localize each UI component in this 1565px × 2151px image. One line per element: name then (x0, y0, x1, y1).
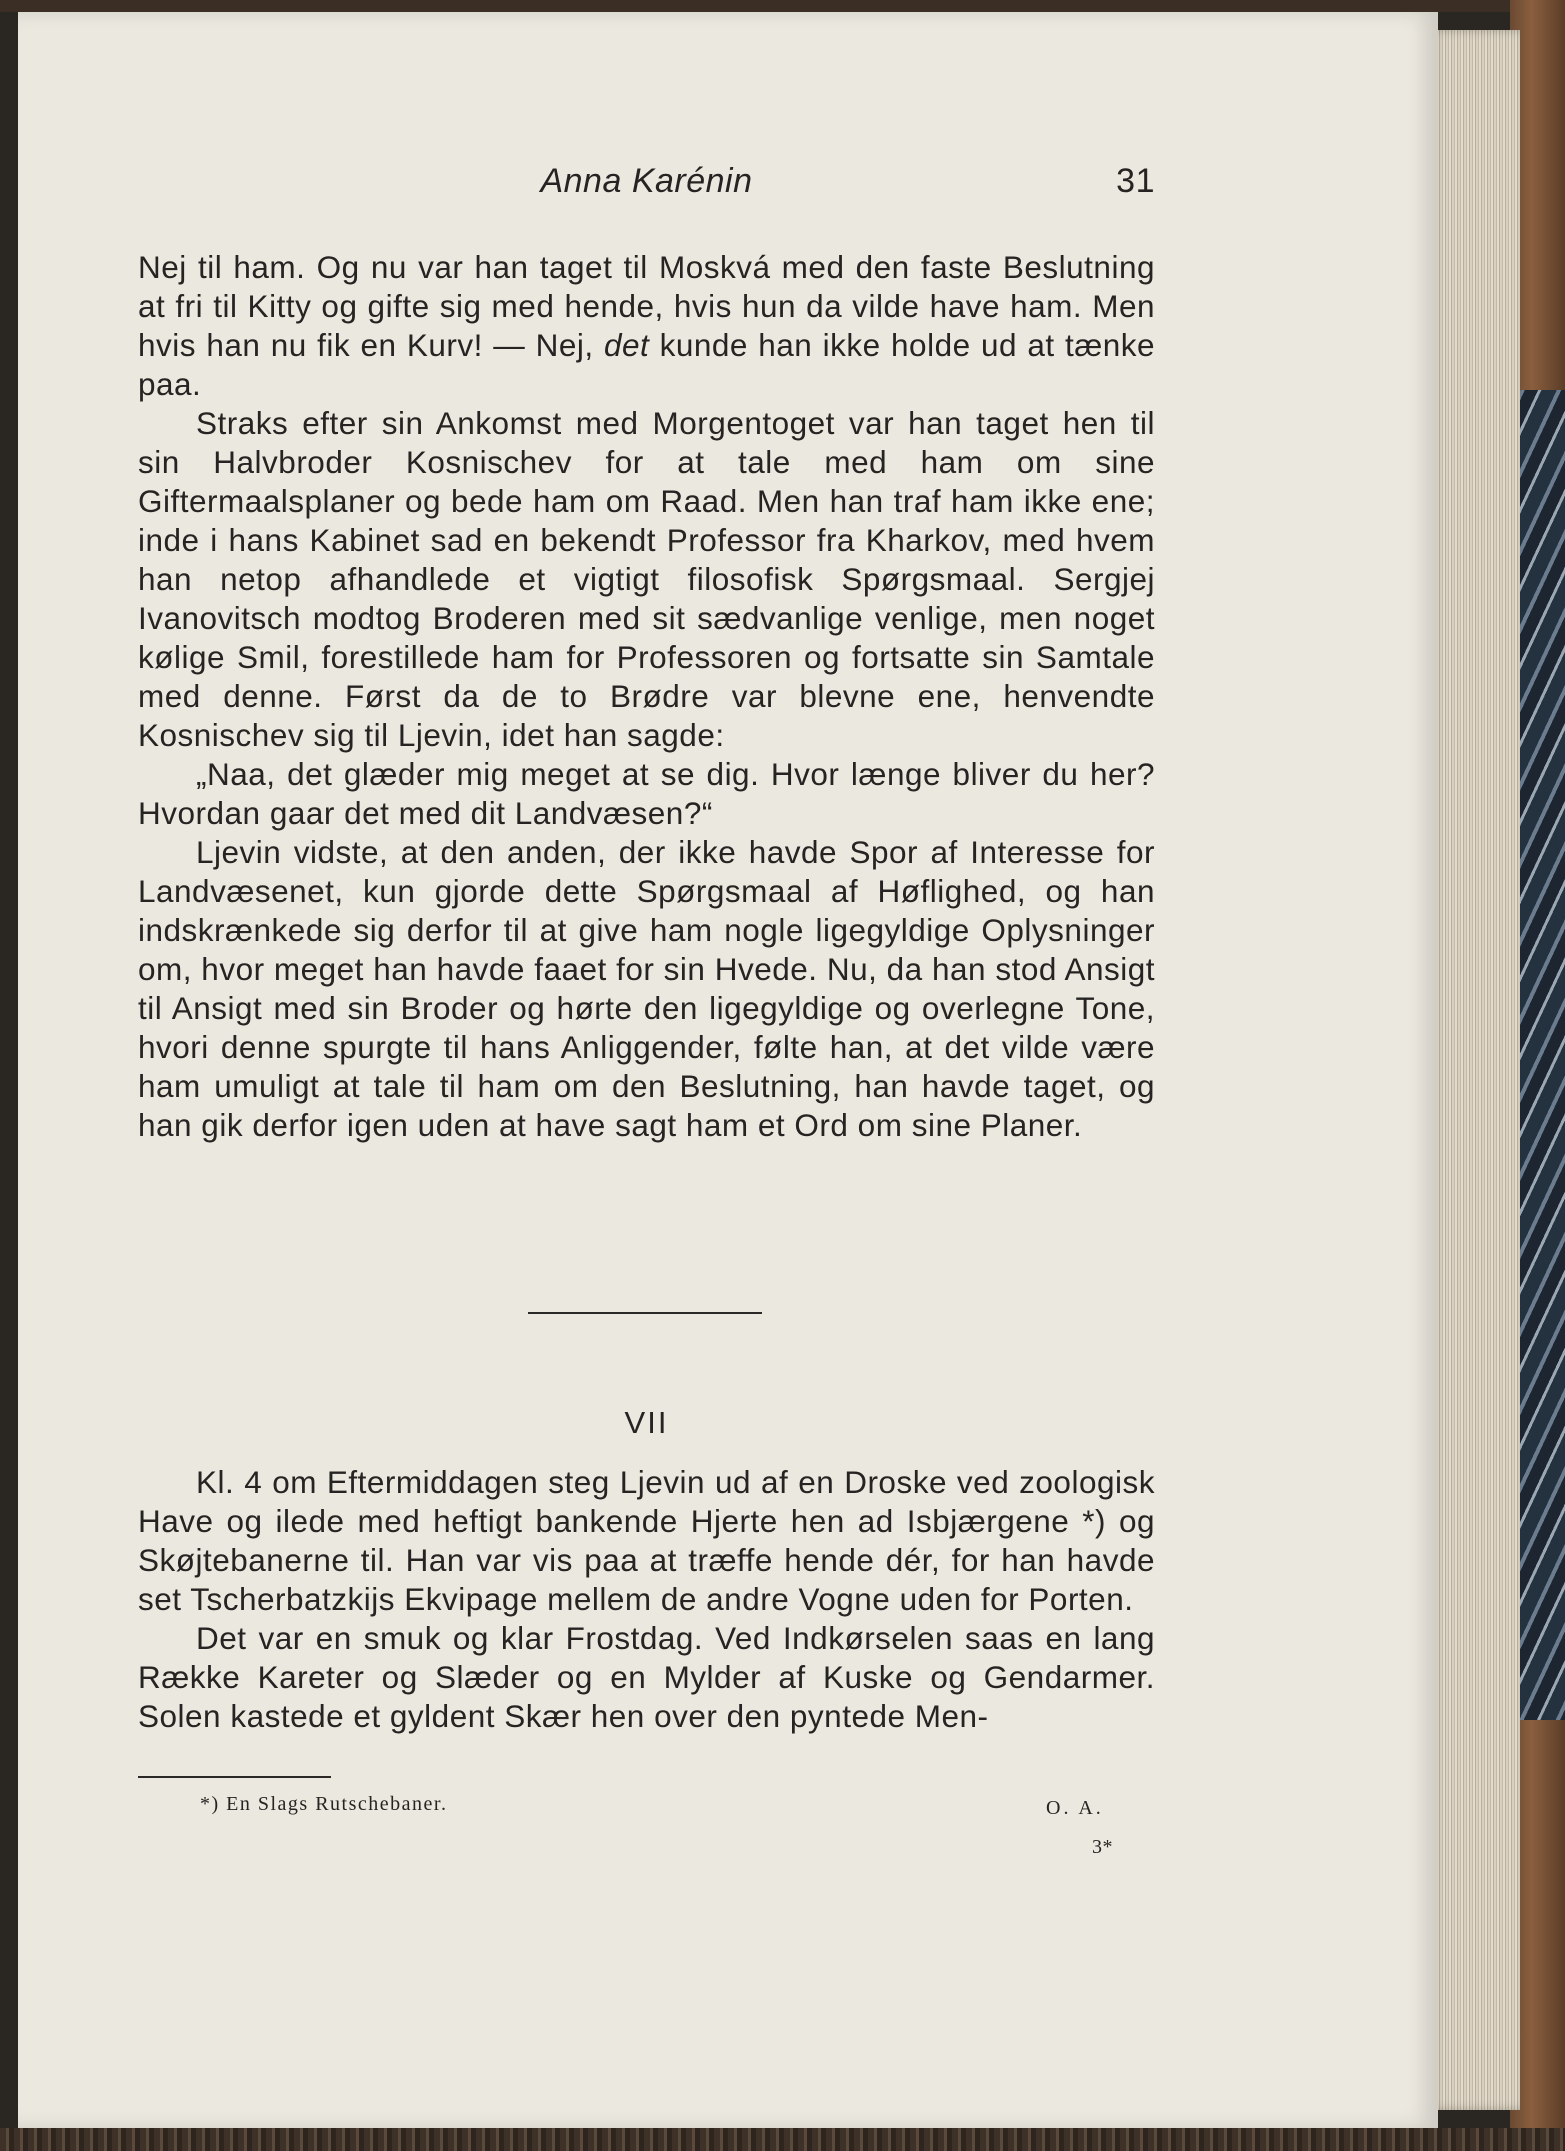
book-page (18, 12, 1438, 2128)
paragraph: Nej til ham. Og nu var han taget til Moskvá med den faste Beslutning at fri til Kitty og gifte sig med hende, hvis hun da vilde have ham. Men hvis han nu fik en Kurv! — Nej, det kunde han ikke holde ud at tænke paa. (138, 249, 1155, 402)
translator-mark: O. A. (1046, 1797, 1104, 1819)
paragraph: Straks efter sin Ankomst med Morgentoget var han taget hen til sin Halvbroder Kosnischev for at tale med ham om sine Giftermaalsplaner og bede ham om Raad. Men han traf ham ikke ene; inde i hans Kabinet sad en bekendt Professor fra Kharkov, med hvem han netop afhandlede et vigtigt filosofisk Spørgsmaal. Sergjej Ivanovitsch modtog Broderen med sit sædvanlige venlige, men noget kølige Smil, forestillede ham for Professoren og fortsatte sin Samtale med denne. Først da de to Brødre var blevne ene, henvendte Kosnischev sig til Ljevin, idet han sagde: (138, 405, 1155, 753)
body-text-bottom (138, 1463, 1155, 1736)
paragraph: Det var en smuk og klar Frostdag. Ved Indkørselen saas en lang Række Kareter og Slæder og en Mylder af Kuske og Gendarmer. Solen kastede et gyldent Skær hen over den pyntede Men- (138, 1620, 1155, 1734)
footnote: *) En Slags Rutschebaner. (200, 1793, 448, 1815)
running-head (138, 162, 1155, 206)
page-edges (1428, 30, 1520, 2110)
book-edge-bottom (0, 2128, 1565, 2151)
paragraph: Kl. 4 om Eftermiddagen steg Ljevin ud af en Droske ved zoologisk Have og ilede med heftigt bankende Hjerte hen ad Isbjærgene *) og Skøjtebanerne til. Han var vis paa at træffe hende dér, for han havde set Tscherbatzkijs Ekvipage mellem de andre Vogne uden for Porten. (138, 1464, 1155, 1617)
emphasis: det (603, 327, 650, 363)
book-edge-top (0, 0, 1565, 12)
paragraph: Ljevin vidste, at den anden, der ikke havde Spor af Interesse for Landvæsenet, kun gjorde dette Spørgsmaal af Høflighed, og han indskrænkede sig derfor til at give ham nogle ligegyldige Oplysninger om, hvor meget han havde faaet for sin Hvede. Nu, da han stod Ansigt til Ansigt med sin Broder og hørte den ligegyldige og overlegne Tone, hvori denne spurgte til hans Anliggender, følte han, at det vilde være ham umuligt at tale til ham om den Beslutning, han havde taget, og han gik derfor igen uden at have sagt ham et Ord om sine Planer. (138, 834, 1155, 1143)
signature-mark: 3* (1092, 1836, 1113, 1858)
running-title: Anna Karénin (540, 162, 753, 200)
chapter-heading: VII (624, 1405, 669, 1440)
section-rule (528, 1312, 762, 1314)
body-text-top (138, 248, 1155, 1145)
paragraph: „Naa, det glæder mig meget at se dig. Hvor længe bliver du her? Hvordan gaar det med dit Landvæsen?“ (138, 756, 1155, 831)
page-number: 31 (1116, 162, 1155, 200)
footnote-rule (138, 1776, 331, 1778)
